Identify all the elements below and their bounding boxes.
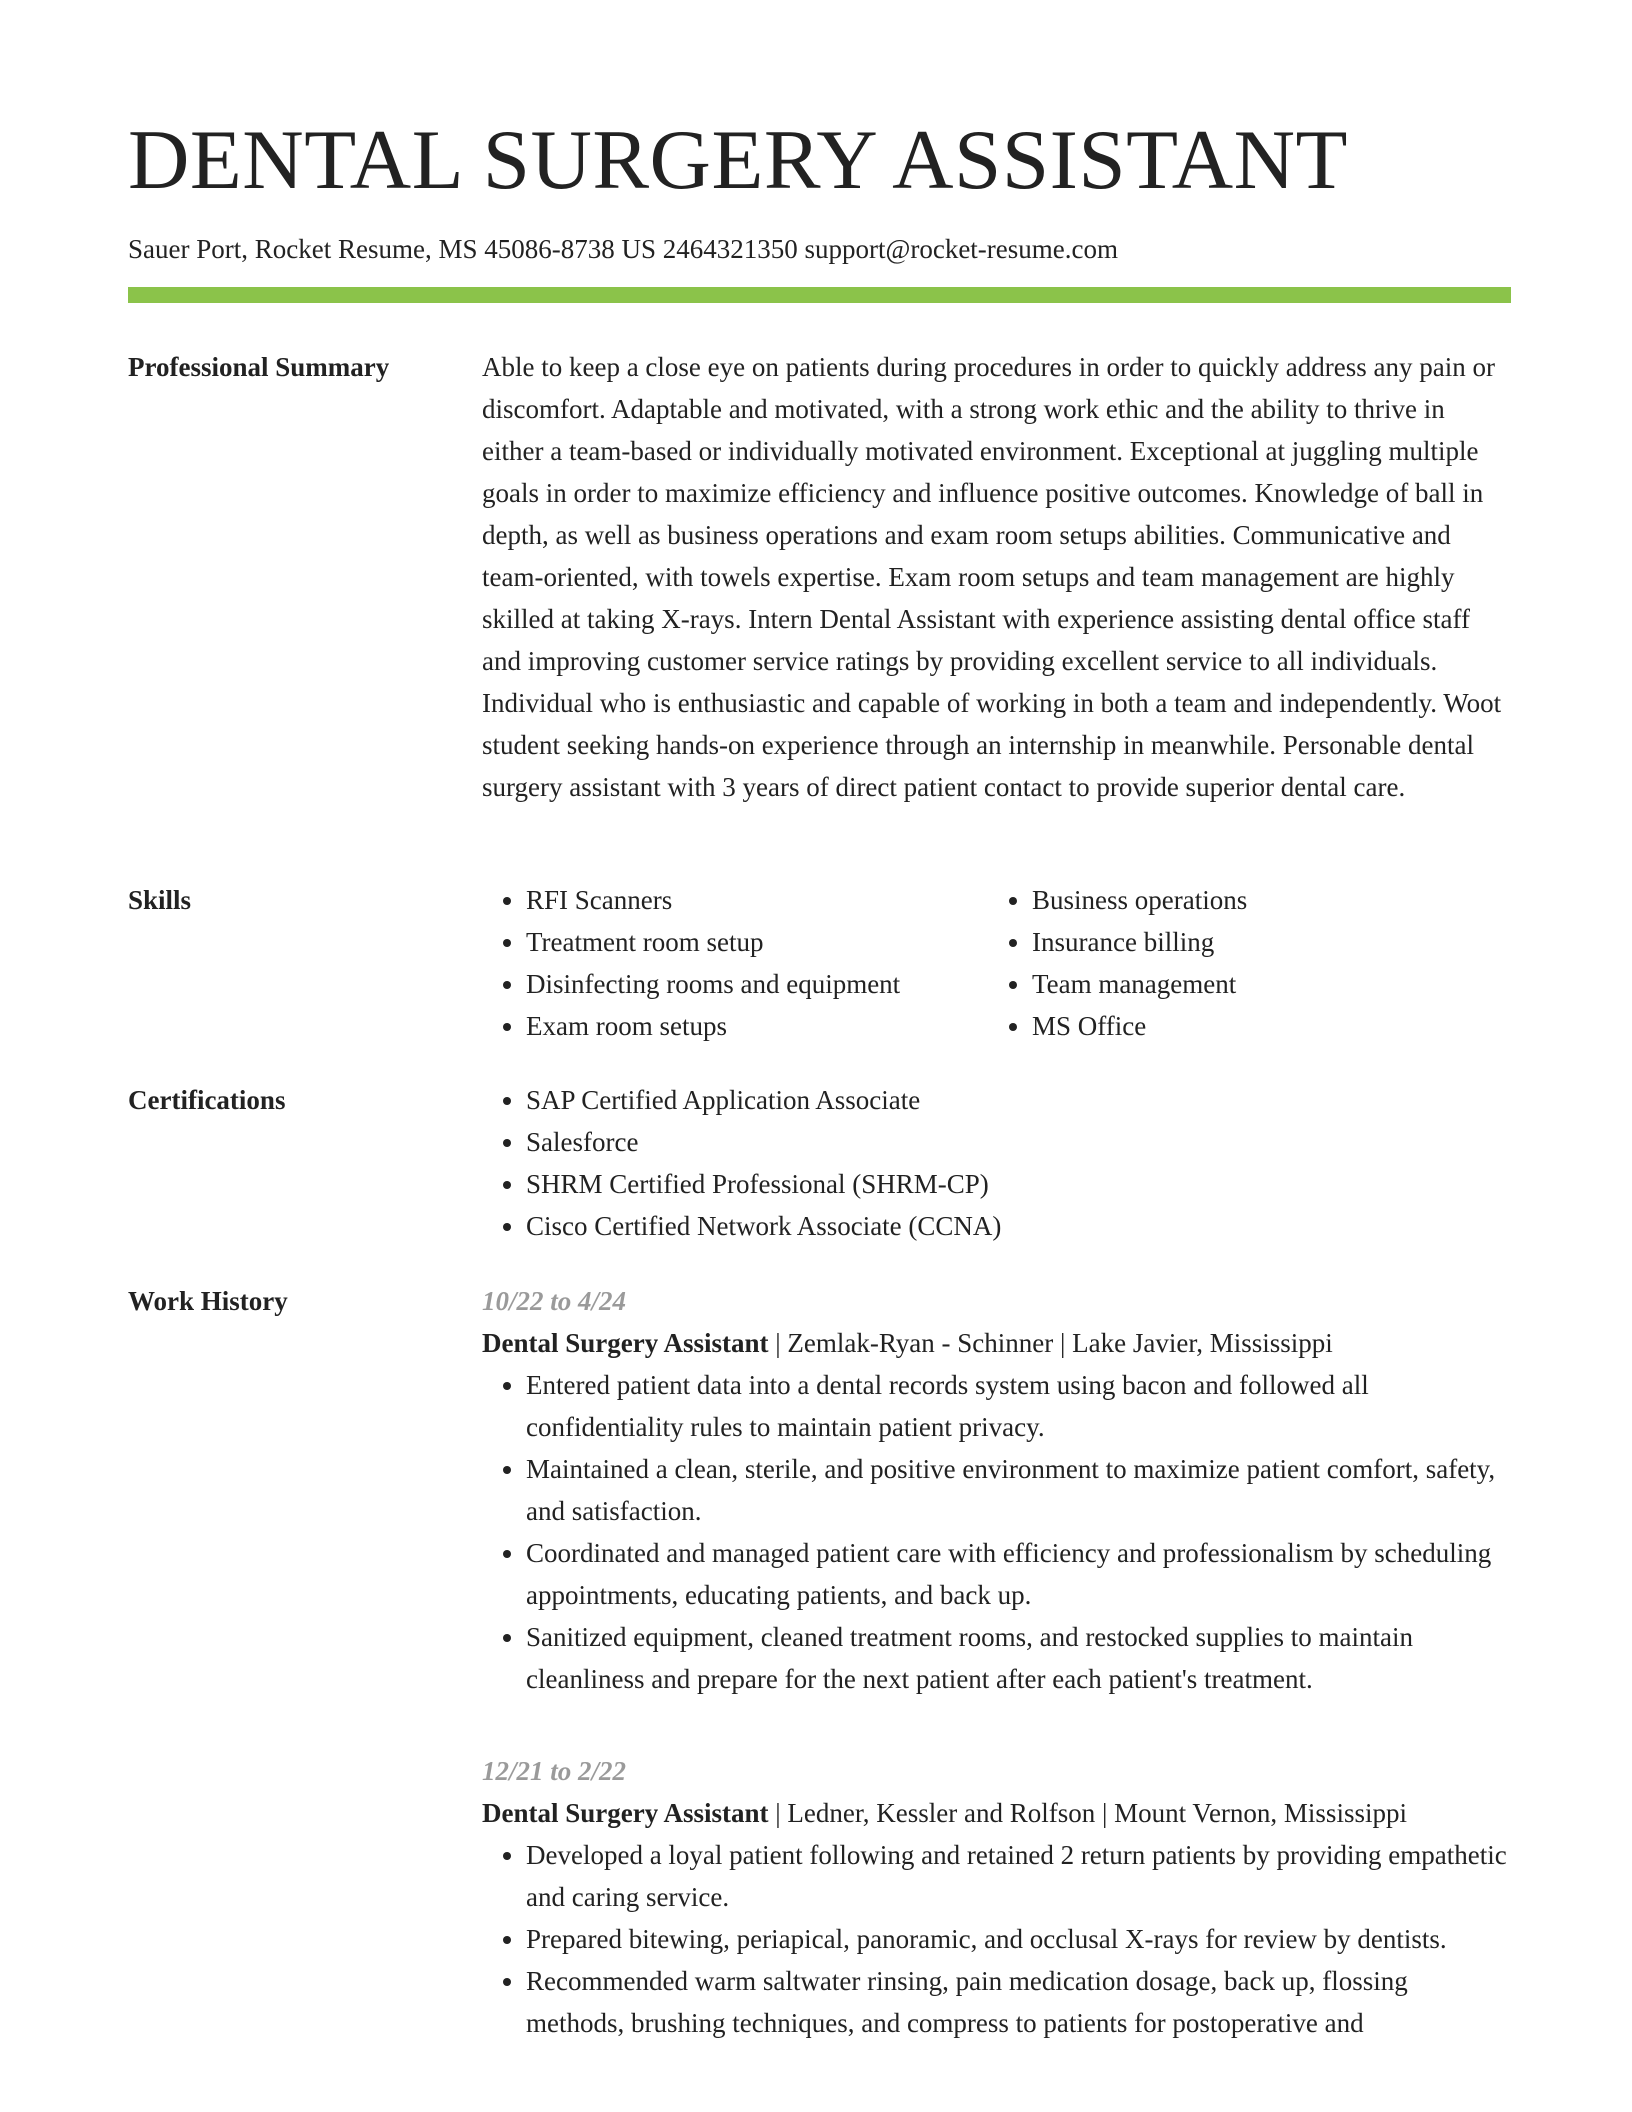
job-bullet: • Developed a loyal patient following and retained 2 return patients by providing empathetic and caring service. — [526, 1834, 1512, 1918]
job-heading — [482, 1322, 1512, 1364]
job-details: | Zemlak-Ryan - Schinner | Lake Javier, Mississippi — [768, 1328, 1333, 1358]
certification-item: • Cisco Certified Network Associate (CCNA) — [526, 1205, 1512, 1247]
job-entry — [482, 1750, 1512, 2044]
skills-heading: Skills — [128, 885, 192, 915]
accent-divider — [128, 287, 1511, 303]
skill-item: • Disinfecting rooms and equipment — [526, 963, 988, 1005]
work-history-heading: Work History — [128, 1286, 288, 1316]
job-bullet: • Coordinated and managed patient care with efficiency and professionalism by scheduling appointments, educating patients, and back up. — [526, 1532, 1512, 1616]
job-details: | Ledner, Kessler and Rolfson | Mount Vernon, Mississippi — [768, 1798, 1407, 1828]
skill-item: • Treatment room setup — [526, 921, 988, 963]
certifications-heading: Certifications — [128, 1085, 286, 1115]
contact-line: Sauer Port, Rocket Resume, MS 45086-8738 US 2464321350 support@rocket-resume.com — [128, 234, 1118, 264]
skill-item: • Exam room setups — [526, 1005, 988, 1047]
job-bullet: • Sanitized equipment, cleaned treatment rooms, and restocked supplies to maintain cleanliness and prepare for the next patient after each patient's treatment. — [526, 1616, 1512, 1700]
job-bullets — [482, 1834, 1512, 2044]
job-bullets — [482, 1364, 1512, 1700]
job-bullet: • Recommended warm saltwater rinsing, pain medication dosage, back up, flossing methods, brushing techniques, and compress to patients for postoperative and — [526, 1960, 1512, 2044]
job-title: Dental Surgery Assistant — [482, 1328, 769, 1358]
job-dates: 10/22 to 4/24 — [482, 1286, 627, 1316]
job-heading — [482, 1792, 1512, 1834]
job-bullet: • Prepared bitewing, periapical, panoramic, and occlusal X-rays for review by dentists. — [526, 1918, 1512, 1960]
resume-title: DENTAL SURGERY ASSISTANT — [128, 113, 1348, 207]
job-entry — [482, 1280, 1512, 1700]
skill-item: • MS Office — [1032, 1005, 1494, 1047]
skills-list-right — [988, 879, 1494, 1047]
skills-list-left — [482, 879, 988, 1047]
summary-heading: Professional Summary — [128, 352, 390, 382]
job-dates: 12/21 to 2/22 — [482, 1756, 627, 1786]
skill-item: • Insurance billing — [1032, 921, 1494, 963]
certification-item: • Salesforce — [526, 1121, 1512, 1163]
summary-text: Able to keep a close eye on patients during procedures in order to quickly address any pain or discomfort. Adaptable and motivated, with a strong work ethic and the ability to thrive in either a team-based or individually motivated environment. Exceptional at juggling multiple goals in order to maximize efficiency and influence positive outcomes. Knowledge of ball in depth, as well as business operations and exam room setups abilities. Communicative and team-oriented, with towels expertise. Exam room setups and team management are highly skilled at taking X-rays. Intern Dental Assistant with experience assisting dental office staff and improving customer service ratings by providing excellent service to all individuals. Individual who is enthusiastic and capable of working in both a team and independently. Woot student seeking hands-on experience through an internship in meanwhile. Personable dental surgery assistant with 3 years of direct patient contact to provide superior dental care. — [482, 352, 1502, 802]
job-title: Dental Surgery Assistant — [482, 1798, 769, 1828]
certification-item: • SAP Certified Application Associate — [526, 1079, 1512, 1121]
skill-item: • RFI Scanners — [526, 879, 988, 921]
certifications-list — [482, 1079, 1512, 1247]
job-bullet: • Maintained a clean, sterile, and positive environment to maximize patient comfort, safety, and satisfaction. — [526, 1448, 1512, 1532]
job-bullet: • Entered patient data into a dental records system using bacon and followed all confidentiality rules to maintain patient privacy. — [526, 1364, 1512, 1448]
skill-item: • Business operations — [1032, 879, 1494, 921]
skill-item: • Team management — [1032, 963, 1494, 1005]
certification-item: • SHRM Certified Professional (SHRM-CP) — [526, 1163, 1512, 1205]
